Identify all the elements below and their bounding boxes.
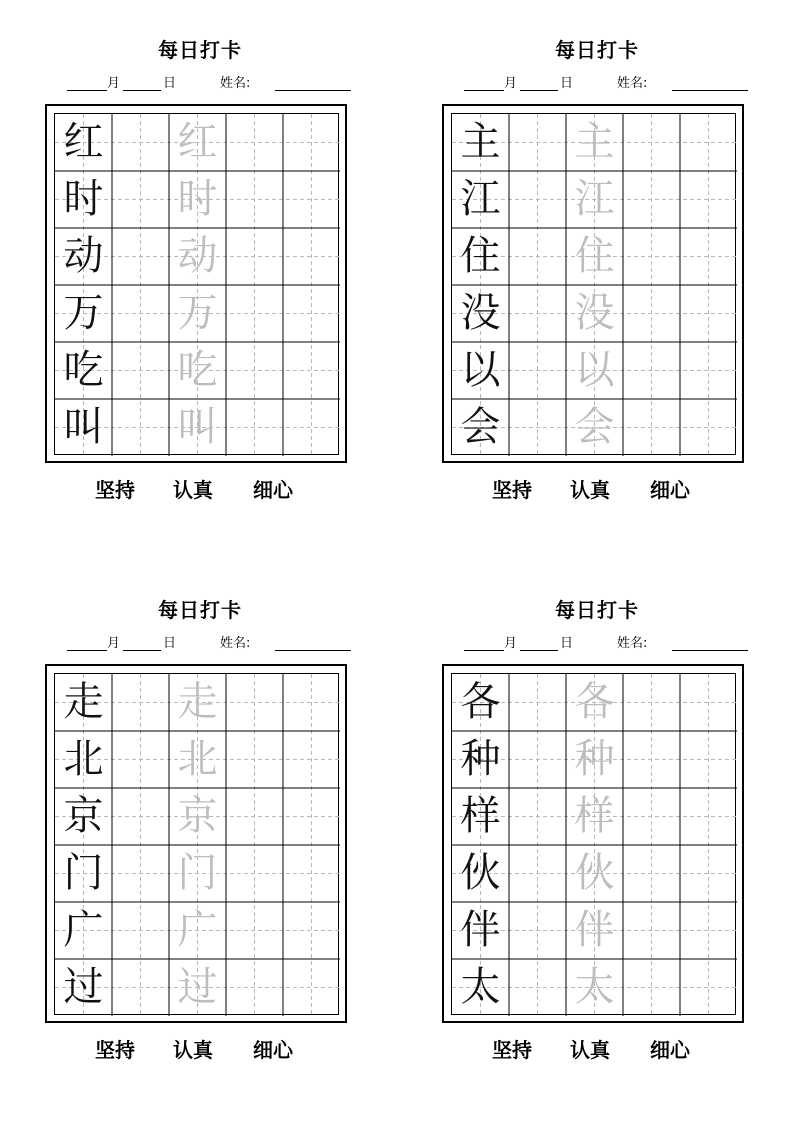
month-blank[interactable] xyxy=(67,90,107,91)
tracing-character: 时 xyxy=(177,176,218,222)
month-blank[interactable] xyxy=(464,90,504,91)
card-title: 每日打卡 xyxy=(555,598,639,622)
tracing-character: 过 xyxy=(177,964,218,1010)
motto-earnest: 认真 xyxy=(173,478,213,502)
model-character: 门 xyxy=(63,850,104,896)
day-label: 日 xyxy=(163,636,177,651)
model-character: 京 xyxy=(63,793,104,839)
tracing-character: 万 xyxy=(177,290,218,336)
date-name-line xyxy=(67,634,357,654)
tracing-character: 动 xyxy=(177,233,218,279)
tracing-character: 江 xyxy=(574,176,615,222)
model-character: 江 xyxy=(460,176,501,222)
model-character: 各 xyxy=(460,679,501,725)
practice-grid xyxy=(451,113,736,455)
card-title: 每日打卡 xyxy=(158,598,242,622)
model-character: 住 xyxy=(460,233,501,279)
day-blank[interactable] xyxy=(123,90,161,91)
model-character: 主 xyxy=(460,119,501,165)
month-label: 月 xyxy=(107,636,121,651)
motto-persist: 坚持 xyxy=(492,478,532,502)
tracing-character: 广 xyxy=(177,907,218,953)
model-character: 伴 xyxy=(460,907,501,953)
model-character: 过 xyxy=(63,964,104,1010)
date-name-line xyxy=(464,74,754,94)
tracing-character: 伴 xyxy=(574,907,615,953)
name-label: 姓名: xyxy=(617,636,648,651)
day-label: 日 xyxy=(560,76,574,91)
motto-persist: 坚持 xyxy=(95,478,135,502)
tracing-character: 伙 xyxy=(574,850,615,896)
model-character: 吃 xyxy=(63,347,104,393)
card-title: 每日打卡 xyxy=(158,38,242,62)
tracing-character: 各 xyxy=(574,679,615,725)
model-character: 没 xyxy=(460,290,501,336)
tracing-character: 京 xyxy=(177,793,218,839)
tracing-character: 没 xyxy=(574,290,615,336)
day-blank[interactable] xyxy=(123,650,161,651)
model-character: 万 xyxy=(63,290,104,336)
tracing-character: 走 xyxy=(177,679,218,725)
practice-grid-frame xyxy=(442,104,744,463)
tracing-character: 主 xyxy=(574,119,615,165)
practice-grid-frame xyxy=(45,104,347,463)
motto-careful: 细心 xyxy=(253,478,293,502)
practice-grid-frame xyxy=(442,664,744,1023)
model-character: 广 xyxy=(63,907,104,953)
practice-grid xyxy=(54,673,339,1015)
day-label: 日 xyxy=(163,76,177,91)
model-character: 伙 xyxy=(460,850,501,896)
name-blank[interactable] xyxy=(672,90,748,91)
model-character: 以 xyxy=(460,347,501,393)
practice-grid xyxy=(451,673,736,1015)
day-label: 日 xyxy=(560,636,574,651)
motto-earnest: 认真 xyxy=(570,1038,610,1062)
model-character: 北 xyxy=(63,736,104,782)
name-label: 姓名: xyxy=(617,76,648,91)
day-blank[interactable] xyxy=(520,650,558,651)
day-blank[interactable] xyxy=(520,90,558,91)
practice-grid xyxy=(54,113,339,455)
motto-persist: 坚持 xyxy=(95,1038,135,1062)
model-character: 走 xyxy=(63,679,104,725)
tracing-character: 门 xyxy=(177,850,218,896)
motto-earnest: 认真 xyxy=(570,478,610,502)
name-blank[interactable] xyxy=(672,650,748,651)
tracing-character: 以 xyxy=(574,347,615,393)
tracing-character: 吃 xyxy=(177,347,218,393)
tracing-character: 红 xyxy=(177,119,218,165)
motto-careful: 细心 xyxy=(650,478,690,502)
practice-grid-frame xyxy=(45,664,347,1023)
model-character: 红 xyxy=(63,119,104,165)
tracing-character: 太 xyxy=(574,964,615,1010)
name-label: 姓名: xyxy=(220,636,251,651)
card-title: 每日打卡 xyxy=(555,38,639,62)
motto-careful: 细心 xyxy=(253,1038,293,1062)
month-blank[interactable] xyxy=(67,650,107,651)
month-label: 月 xyxy=(107,76,121,91)
name-blank[interactable] xyxy=(275,650,351,651)
model-character: 会 xyxy=(460,404,501,450)
model-character: 样 xyxy=(460,793,501,839)
tracing-character: 叫 xyxy=(177,404,218,450)
name-blank[interactable] xyxy=(275,90,351,91)
motto-earnest: 认真 xyxy=(173,1038,213,1062)
tracing-character: 住 xyxy=(574,233,615,279)
model-character: 时 xyxy=(63,176,104,222)
model-character: 种 xyxy=(460,736,501,782)
month-label: 月 xyxy=(504,76,518,91)
motto-persist: 坚持 xyxy=(492,1038,532,1062)
month-label: 月 xyxy=(504,636,518,651)
date-name-line xyxy=(67,74,357,94)
tracing-character: 种 xyxy=(574,736,615,782)
model-character: 动 xyxy=(63,233,104,279)
tracing-character: 样 xyxy=(574,793,615,839)
tracing-character: 会 xyxy=(574,404,615,450)
model-character: 叫 xyxy=(63,404,104,450)
tracing-character: 北 xyxy=(177,736,218,782)
month-blank[interactable] xyxy=(464,650,504,651)
motto-careful: 细心 xyxy=(650,1038,690,1062)
name-label: 姓名: xyxy=(220,76,251,91)
date-name-line xyxy=(464,634,754,654)
model-character: 太 xyxy=(460,964,501,1010)
